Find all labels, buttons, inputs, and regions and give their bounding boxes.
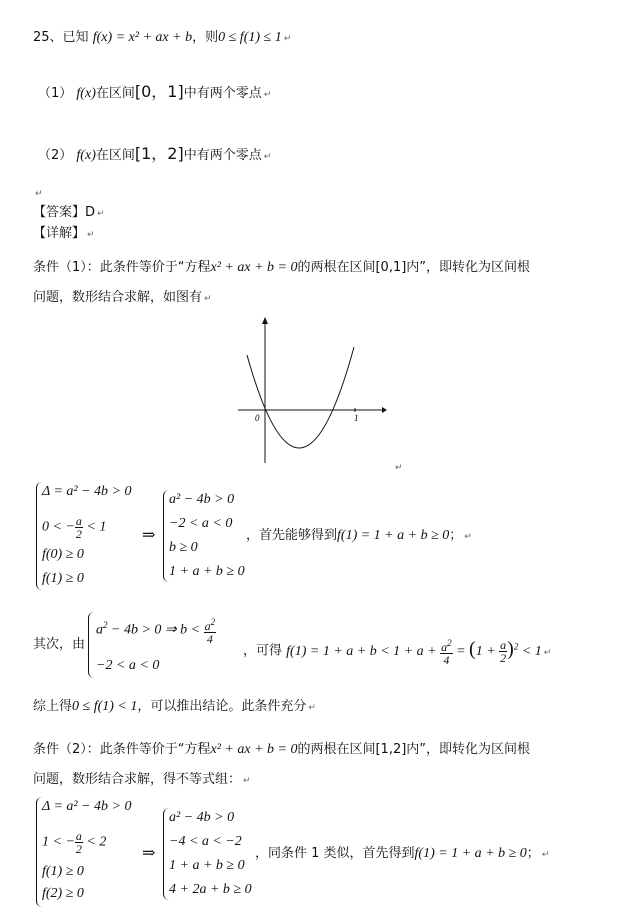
brace [88, 612, 95, 678]
explain-label: 【详解】 [33, 226, 86, 241]
system-row: f(1) ≥ 0 [42, 864, 84, 879]
cond2-system-left [36, 797, 156, 907]
tail-math: f(1) = 1 + a + b ≥ 0 [337, 528, 450, 543]
cond1-text-b: 的两根在区间[0,1]内”，即转化为区间根 [297, 260, 531, 275]
paragraph-mark: ↵ [35, 189, 43, 199]
cond2-text-c: 问题，数形结合求解，得不等式组： [33, 772, 242, 787]
cond1-next-text [243, 637, 551, 666]
system-row: 1 + a + b ≥ 0 [169, 564, 245, 579]
tail-end: ； [449, 528, 463, 543]
system-row: $a^2 - 4b > 0$ ⇒ b < $\frac{a^2}{4}$ [96, 617, 216, 646]
option-2-label: （2） [38, 148, 73, 163]
system-row: f(0) ≥ 0 [42, 547, 84, 562]
option-1-interval: [0，1] [134, 82, 184, 101]
option-2-text: 在区间 [95, 148, 135, 163]
cond2-system-right [163, 808, 258, 900]
system-row: f(1) ≥ 0 [42, 571, 84, 586]
stem-function: f(x) = x² + ax + b [92, 30, 193, 45]
blank-line [33, 185, 43, 202]
stem-suffix: ，则 [192, 30, 219, 45]
stem-condition: 0 ≤ f(1) ≤ 1 [218, 30, 282, 45]
paragraph-mark: ↵ [263, 90, 272, 100]
cond1-tail [246, 528, 472, 545]
cond2-line2 [33, 772, 251, 789]
answer-line [33, 205, 105, 222]
paragraph-mark: ↵ [543, 647, 552, 658]
system-row: 1 + a + b ≥ 0 [169, 858, 245, 873]
tail-text: ，同条件 1 类似，首先得到 [255, 846, 415, 861]
paragraph-mark: ↵ [97, 209, 105, 219]
cond1-line1 [33, 260, 530, 276]
answer-label: 【答案】 [33, 205, 86, 220]
option-2-function: f(x) [76, 148, 96, 163]
next-label: 其次，由 [33, 637, 86, 652]
cond1-text-a: 条件（1）：此条件等价于“方程 [33, 260, 211, 275]
next-math: f(1) = 1 + a + b < 1 + a + $\frac{a^2}{4}$ = (1 + $\frac{a}{2}$ )$^2$ < 1 [286, 637, 542, 667]
summary-math: 0 ≤ f(1) < 1 [72, 699, 138, 714]
system-row: a² − 4b > 0 [169, 492, 235, 507]
cond1-next-system [88, 612, 248, 678]
cond2-text-b: 的两根在区间[1,2]内”，即转化为区间根 [297, 742, 531, 757]
paragraph-mark: ↵ [541, 850, 550, 860]
question-stem [33, 30, 291, 47]
parabola-graph [232, 315, 392, 467]
cond1-system-left [36, 482, 156, 590]
paragraph-mark: ↵ [243, 776, 251, 786]
blank-line [393, 459, 403, 476]
next-text: ，可得 [243, 643, 283, 659]
option-2-text-end: 中有两个零点 [183, 148, 262, 163]
option-1-text-end: 中有两个零点 [183, 86, 262, 101]
x-axis-arrow [382, 407, 387, 413]
option-1-function: f(x) [76, 86, 96, 101]
explain-line [33, 226, 95, 243]
option-2 [38, 146, 271, 165]
tail-math: f(1) = 1 + a + b ≥ 0 [414, 846, 527, 861]
paragraph-mark: ↵ [395, 463, 403, 473]
paragraph-mark: ↵ [263, 152, 272, 162]
parabola-curve [247, 347, 354, 448]
y-axis-arrow [262, 317, 268, 324]
answer-value: D [85, 205, 96, 220]
option-1 [38, 84, 271, 103]
question-number: 25、 [33, 30, 63, 45]
paragraph-mark: ↵ [308, 703, 316, 713]
system-row: −2 < a < 0 [96, 658, 160, 673]
system-row: 4 + 2a + b ≥ 0 [169, 882, 252, 897]
system-row: −4 < a < −2 [169, 834, 242, 849]
paragraph-mark: ↵ [87, 230, 95, 240]
system-row: f(2) ≥ 0 [42, 886, 84, 901]
system-row: Δ = a² − 4b > 0 [42, 799, 132, 814]
tail-end: ； [526, 846, 540, 861]
stem-prefix: 已知 [62, 30, 89, 45]
cond1-text-c: 问题，数形结合求解，如图有 [33, 290, 203, 305]
summary-text-a: 综上得 [33, 699, 73, 714]
origin-label: 0 [255, 413, 260, 423]
option-1-label: （1） [38, 86, 73, 101]
cond1-equation: x² + ax + b = 0 [210, 260, 298, 275]
cond1-system-right [163, 490, 253, 582]
cond2-text-a: 条件（2）：此条件等价于“方程 [33, 742, 211, 757]
system-row: −2 < a < 0 [169, 516, 233, 531]
cond2-tail [255, 846, 549, 863]
option-1-text: 在区间 [95, 86, 135, 101]
system-row: a² − 4b > 0 [169, 810, 235, 825]
cond1-summary [33, 699, 316, 716]
cond2-equation: x² + ax + b = 0 [210, 742, 298, 757]
system-row: Δ = a² − 4b > 0 [42, 484, 132, 499]
paragraph-mark: ↵ [464, 532, 472, 542]
system-row: b ≥ 0 [169, 540, 198, 555]
paragraph-mark: ↵ [283, 34, 292, 44]
option-2-interval: [1，2] [134, 144, 184, 163]
implies-arrow: ⇒ [142, 525, 156, 544]
summary-text-b: ，可以推出结论。此条件充分 [137, 699, 307, 714]
implies-arrow: ⇒ [142, 843, 156, 862]
tail-text: ，首先能够得到 [246, 528, 338, 543]
system-row: 0 < − $\frac{a}{2}$ < 1 [42, 514, 107, 541]
cond2-line1 [33, 742, 530, 758]
cond1-line2 [33, 290, 212, 307]
system-row: 1 < − $\frac{a}{2}$ < 2 [42, 829, 107, 856]
tick-label-one: 1 [354, 413, 359, 423]
paragraph-mark: ↵ [204, 294, 212, 304]
